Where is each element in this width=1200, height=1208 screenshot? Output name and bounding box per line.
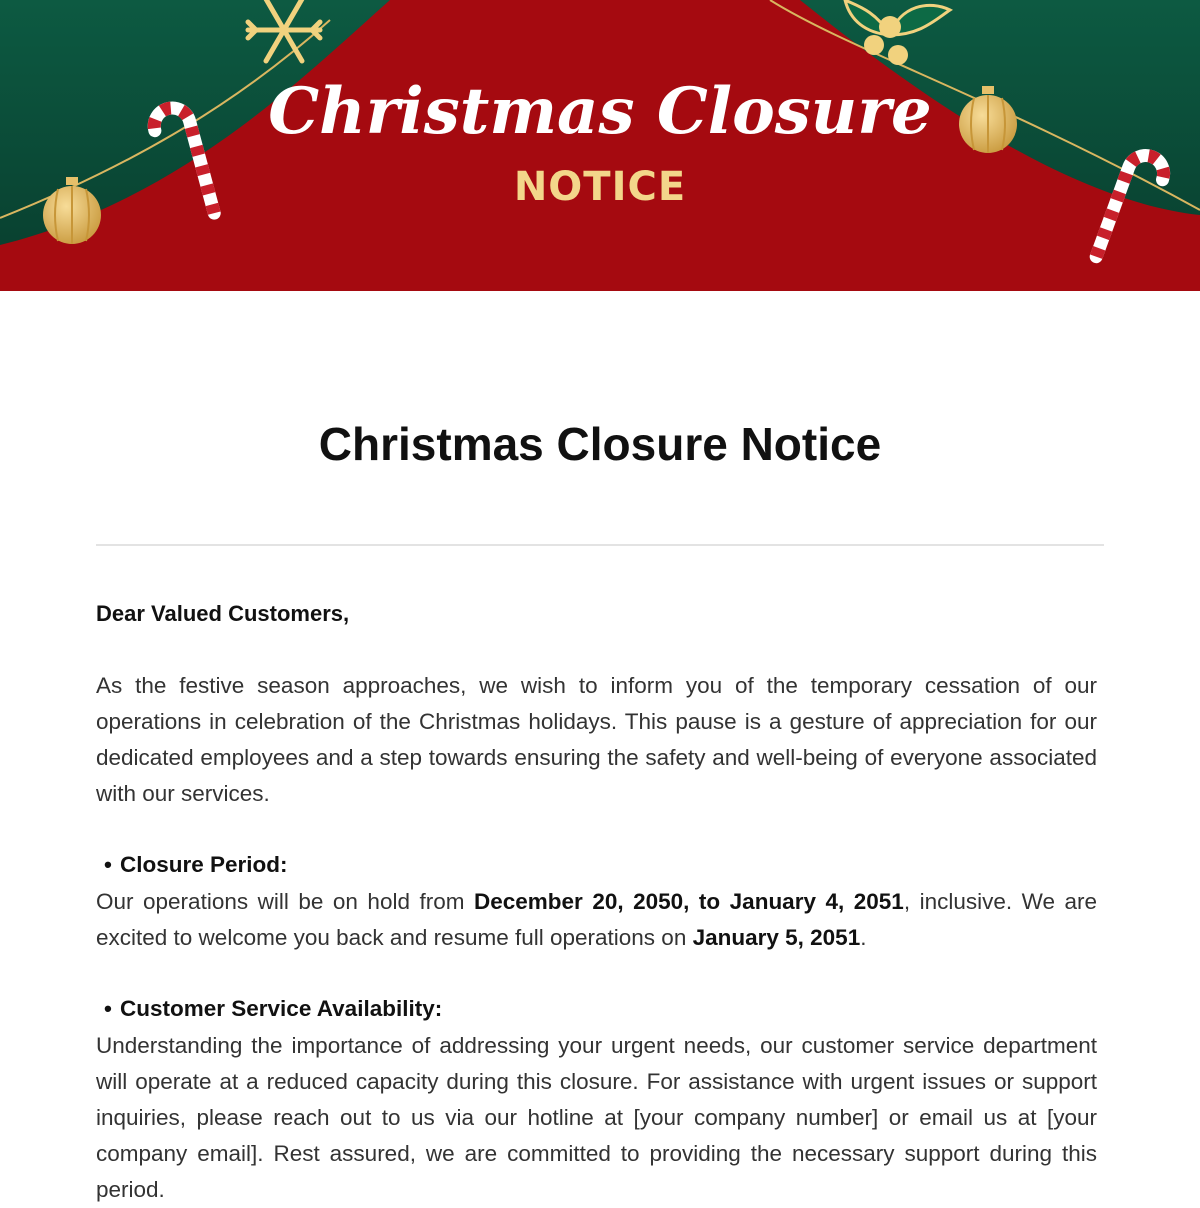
header-banner	[0, 0, 1200, 291]
intro-paragraph: As the festive season approaches, we wish to inform you of the temporary cessation of our operations in celebration of the Christmas holidays. This pause is a gesture of appreciation for our dedicated employees and a step towards ensuring the safety and well-being of everyone associated with our services.	[96, 673, 1097, 806]
closure-period-heading-label: Closure Period:	[120, 852, 288, 877]
title-divider	[96, 544, 1104, 546]
closure-period-heading	[96, 852, 288, 878]
banner-subtitle: NOTICE	[513, 164, 687, 210]
reopen-date: January 5, 2051	[692, 925, 861, 950]
customer-service-heading-label: Customer Service Availability:	[120, 996, 443, 1021]
closure-text-2: , inclusive. We are excited to welcome you back and resume full operations on	[96, 889, 1097, 950]
customer-service-text: Understanding the importance of addressing your urgent needs, our customer service department will operate at a reduced capacity during this closure. For assistance with urgent issues or support inquiries, please reach out to us via our hotline at [your company number] or email us at [your company email]. Rest assured, we are committed to providing the necessary support during this period.	[96, 1033, 1097, 1202]
bullet-dot: •	[104, 996, 112, 1021]
closure-text-1: Our operations will be on hold from	[96, 889, 474, 914]
closure-text-3: .	[860, 925, 867, 950]
customer-service-heading	[96, 996, 442, 1022]
greeting: Dear Valued Customers,	[96, 601, 350, 626]
bullet-dot: •	[104, 852, 112, 877]
page-title: Christmas Closure Notice	[318, 418, 882, 470]
closure-period-text	[96, 884, 1097, 956]
closure-dates: December 20, 2050, to January 4, 2051	[474, 889, 904, 914]
banner-script-title: Christmas Closure	[268, 74, 932, 149]
